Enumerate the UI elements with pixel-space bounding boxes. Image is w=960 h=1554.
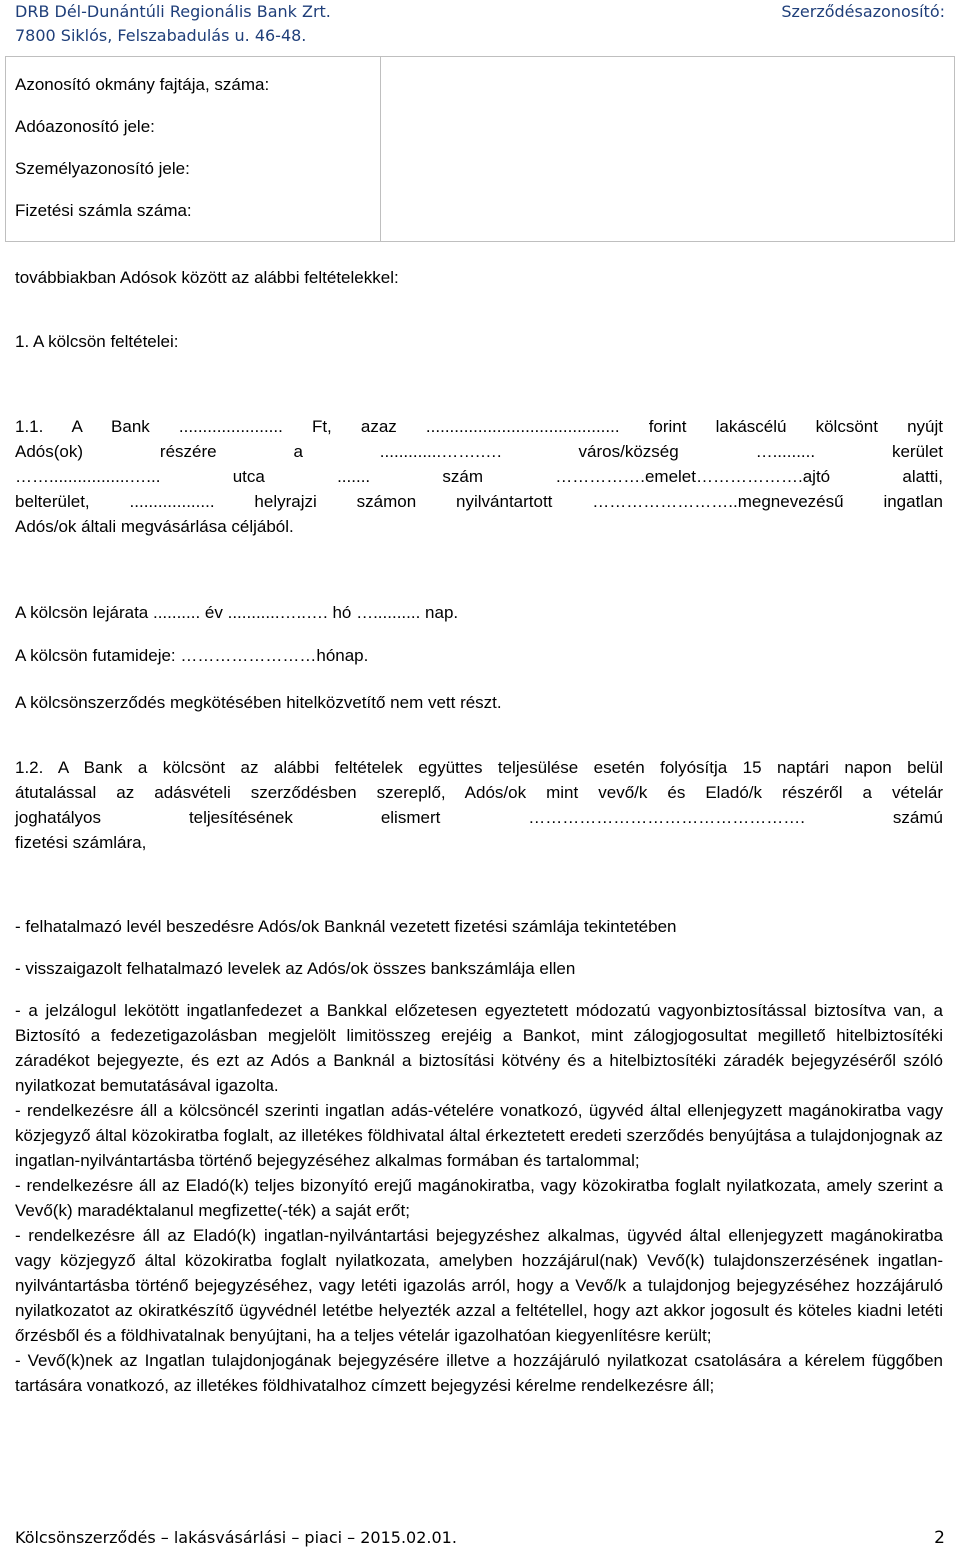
identification-values	[381, 57, 954, 241]
condition-item: - rendelkezésre áll az Eladó(k) teljes bizonyító erejű magánokiratba, vagy közokiratba foglalt nyilatkozata, amely szerint a Vevő(k) maradéktalanul megfizette(-ték) a saját erőt;	[15, 1176, 943, 1220]
personal-id-label: Személyazonosító jele:	[15, 159, 190, 178]
bank-name: DRB Dél-Dunántúli Regionális Bank Zrt.	[15, 2, 331, 21]
id-document-label: Azonosító okmány fajtája, száma:	[15, 75, 270, 94]
tax-id-label: Adóazonosító jele:	[15, 117, 155, 136]
clause-1-2-line: 1.2. A Bank a kölcsönt az alábbi feltételek együttes teljesülése esetén folyósítja 15 naptári napon belül	[15, 758, 943, 777]
bank-address: 7800 Siklós, Felszabadulás u. 46-48.	[15, 26, 307, 45]
condition-item: - visszaigazolt felhatalmazó levelek az Adós/ok összes bankszámlája ellen	[15, 959, 576, 978]
identification-labels	[6, 57, 381, 241]
loan-maturity: A kölcsön lejárata .......... év ...........…..…. hó ….......... nap.	[15, 603, 459, 622]
clause-1-1-line: …….................…... utca ....... szám …………….emelet……………….ajtó alatti,	[15, 467, 943, 486]
intro-text: továbbiakban Adósok között az alábbi feltételekkel:	[15, 268, 399, 287]
clause-1-2-line: joghatályos teljesítésének elismert …………………………………………. számú	[15, 808, 943, 827]
condition-item: - rendelkezésre áll a kölcsöncél szerinti ingatlan adás-vételére vonatkozó, ügyvéd által ellenjegyzett magánokiratba vagy közjegyző által közokiratba foglalt, az illetékes földhivatal által érkeztetett eredeti szerződés benyújtása a tulajdonjognak az ingatlan-nyilvántartásba történő bejegyzéséhez alkalmas formában és tartalommal;	[15, 1101, 943, 1170]
clause-1-2	[15, 755, 943, 855]
footer-title: Kölcsönszerződés – lakásvásárlási – piaci – 2015.02.01.	[15, 1528, 457, 1547]
condition-item: - felhatalmazó levél beszedésre Adós/ok Banknál vezetett fizetési számlája tekintetében	[15, 917, 677, 936]
clause-1-1-line: 1.1. A Bank ...................... Ft, azaz ......................................... forint lakáscélú kölcsönt nyújt	[15, 417, 943, 436]
clause-1-1-line: Adós/ok általi megvásárlása céljából.	[15, 517, 294, 536]
condition-item: - Vevő(k)nek az Ingatlan tulajdonjogának bejegyzésére illetve a hozzájáruló nyilatkozat csatolására a kérelem függőben tartására vonatkozó, az illetékes földhivatalhoz címzett bejegyzési kérelme rendelkezésre áll;	[15, 1351, 943, 1395]
contract-id-label: Szerződésazonosító:	[781, 2, 945, 21]
clause-1-1-line: Adós(ok) részére a .............…….…. város/község …......... kerület	[15, 442, 943, 461]
page-footer	[15, 1527, 945, 1549]
clause-1-1	[15, 414, 943, 539]
clause-1-1-line: belterület, .................. helyrajzi számon nyilvántartott ……………………..megnevezésű ingatlan	[15, 492, 943, 511]
section-1-title: 1. A kölcsön feltételei:	[15, 332, 179, 351]
page-header	[15, 0, 945, 50]
clause-1-2-line: fizetési számlára,	[15, 833, 147, 852]
bank-info	[15, 0, 331, 48]
payment-account-label: Fizetési számla száma:	[15, 201, 192, 220]
identification-table	[5, 56, 955, 242]
intermediary-statement: A kölcsönszerződés megkötésében hitelközvetítő nem vett részt.	[15, 693, 502, 712]
page-number: 2	[934, 1528, 945, 1548]
condition-item: - a jelzálogul lekötött ingatlanfedezet a Bankkal előzetesen egyeztetett módozatú vagyonbiztosítással biztosítva van, a Biztosító a fedezetigazolásban megjelölt limitösszeg erejéig a Bankot, mint zálogjogosultat megillető hitelbiztosítéki záradékot bejegyezte, és ezt az Adós a Banknál a biztosítási kötvény és a hitelbiztosítéki záradék bejegyzéséről szóló nyilatkozat bemutatásával igazolta.	[15, 1001, 943, 1095]
clause-1-2-line: átutalással az adásvételi szerződésben szereplő, Adós/ok mint vevő/k és Eladó/k részéről a vételár	[15, 783, 943, 802]
condition-item: - rendelkezésre áll az Eladó(k) ingatlan-nyilvántartási bejegyzéshez alkalmas, ügyvéd által ellenjegyzett magánokiratba vagy közjegyző által közokiratba foglalt nyilatkozata, amelyben hozzájárul(nak) Vevő(k) tulajdonszerzésének ingatlan-nyilvántartásba történő bejegyzéséhez, vagy letéti igazolás arról, hogy a Vevő/k a tulajdonjog bejegyzéséhez hozzájáruló nyilatkozatot az okiratkészítő ügyvédnél letétbe helyezték azzal a feltétellel, hogy azt akkor jogosult és köteles kiadni letéti őrzésből és a földhivatalnak benyújtani, ha a teljes vételár igazolhatóan kiegyenlítésre került;	[15, 1226, 943, 1345]
conditions-list	[15, 998, 943, 1398]
loan-term: A kölcsön futamideje: ……………………hónap.	[15, 646, 369, 665]
